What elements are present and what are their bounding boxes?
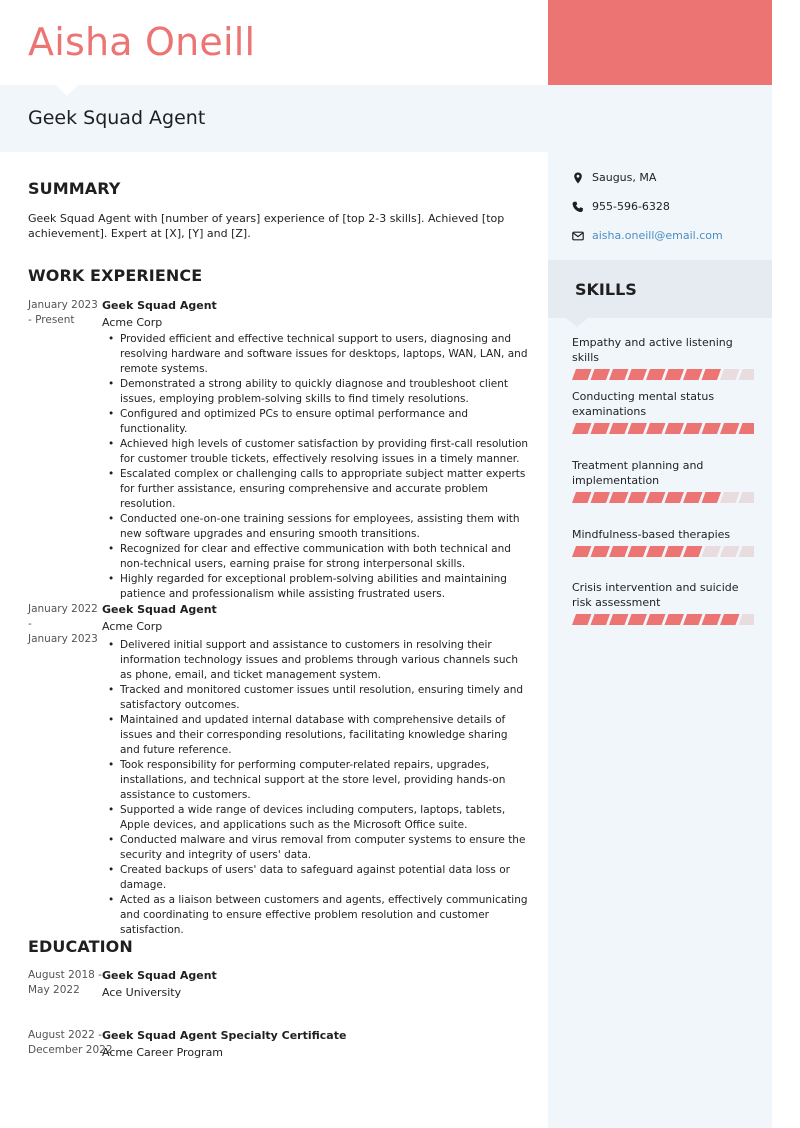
skill-segment-filled <box>646 614 666 625</box>
bullet-item: • Escalated complex or challenging calls to appropriate subject matter experts for further assistance, ensuring comprehensive and accurate problem resolution. <box>120 467 530 512</box>
skill-segment-empty <box>720 492 740 503</box>
skill-segment-filled <box>683 614 703 625</box>
title-notch <box>56 85 78 96</box>
bullet-item: • Conducted malware and virus removal from computer systems to ensure the security and integrity of users' data. <box>120 833 530 863</box>
education-heading: EDUCATION <box>28 937 133 956</box>
skill-segment-filled <box>628 614 648 625</box>
work-entry-date: January 2023 - Present <box>28 299 98 326</box>
skill-item <box>572 527 754 558</box>
skill-segment-filled <box>683 546 703 557</box>
skill-segment-empty <box>739 369 755 380</box>
contact-phone <box>572 200 670 213</box>
email-link[interactable]: aisha.oneill@email.com <box>592 229 723 242</box>
bullet-item: • Tracked and monitored customer issues until resolution, ensuring timely and satisfactory outcomes. <box>120 683 530 713</box>
bullet-item: • Provided efficient and effective technical support to users, diagnosing and resolving hardware and software issues for desktops, laptops, WAN, LAN, and remote systems. <box>120 332 530 377</box>
skill-segment-filled <box>591 423 611 434</box>
skill-level-bar <box>572 369 754 381</box>
bullet-item: • Configured and optimized PCs to ensure optimal performance and functionality. <box>120 407 530 437</box>
work-entry-role: Geek Squad Agent <box>102 603 217 616</box>
job-title: Geek Squad Agent <box>28 107 206 129</box>
work-entry-bullets <box>120 638 530 938</box>
work-entry-company: Acme Corp <box>102 620 163 633</box>
envelope-icon <box>572 230 584 242</box>
skill-segment-empty <box>702 546 722 557</box>
skill-segment-filled <box>628 546 648 557</box>
work-entry-date: January 2022 - January 2023 <box>28 603 98 645</box>
skill-segment-empty <box>739 492 755 503</box>
bullet-item: • Delivered initial support and assistance to customers in resolving their information technology issues and problems through various channels such as phone, email, and ticket management system. <box>120 638 530 683</box>
education-entry-degree: Geek Squad Agent Specialty Certificate <box>102 1029 347 1042</box>
work-entry-bullets <box>120 332 530 602</box>
skill-segment-filled <box>591 492 611 503</box>
skill-segment-filled <box>683 492 703 503</box>
skill-segment-filled <box>665 369 685 380</box>
skill-segment-filled <box>628 492 648 503</box>
education-entry-date: August 2022 - December 2022 <box>28 1029 113 1056</box>
skill-segment-filled <box>609 492 629 503</box>
skill-segment-filled <box>683 423 703 434</box>
skill-segment-filled <box>572 423 592 434</box>
skill-segment-filled <box>572 492 592 503</box>
page-right-margin <box>772 0 800 1128</box>
skill-segment-filled <box>665 614 685 625</box>
skill-segment-filled <box>572 369 592 380</box>
skill-segment-filled <box>591 614 611 625</box>
skill-segment-filled <box>702 492 722 503</box>
phone-text: 955-596-6328 <box>592 200 670 213</box>
bullet-item: • Conducted one-on-one training sessions for employees, assisting them with new software upgrades and ensuring smooth transitions. <box>120 512 530 542</box>
skill-segment-filled <box>720 614 740 625</box>
bullet-item: • Took responsibility for performing computer-related repairs, upgrades, installations, and technical support at the store level, providing hands-on assistance to customers. <box>120 758 530 803</box>
education-entry-date: August 2018 - May 2022 <box>28 969 102 996</box>
bullet-item: • Maintained and updated internal database with comprehensive details of issues and their corresponding resolutions, facilitating knowledge sharing and future reference. <box>120 713 530 758</box>
skill-segment-filled <box>720 423 740 434</box>
contact-location <box>572 171 656 184</box>
skill-name: Empathy and active listening skills <box>572 336 733 364</box>
work-entry-company: Acme Corp <box>102 316 163 329</box>
bullet-item: • Achieved high levels of customer satisfaction by providing first-call resolution for customer trouble tickets, effectively resolving issues in a timely manner. <box>120 437 530 467</box>
education-entry-school: Ace University <box>102 986 182 999</box>
skill-level-bar <box>572 614 754 626</box>
skills-notch <box>566 318 588 327</box>
skill-item <box>572 335 754 381</box>
summary-text: Geek Squad Agent with [number of years] experience of [top 2-3 skills]. Achieved [top achievement]. Expert at [X], [Y] and [Z]. <box>28 212 505 240</box>
map-pin-icon <box>572 172 584 184</box>
skill-segment-filled <box>646 369 666 380</box>
skill-name: Crisis intervention and suicide risk assessment <box>572 581 739 609</box>
summary-heading: SUMMARY <box>28 179 121 198</box>
skill-segment-filled <box>665 423 685 434</box>
skill-segment-filled <box>572 614 592 625</box>
skill-item <box>572 580 754 626</box>
skill-segment-filled <box>591 369 611 380</box>
skill-segment-filled <box>609 614 629 625</box>
header-accent-block <box>548 0 772 85</box>
education-entry-school: Acme Career Program <box>102 1046 224 1059</box>
bullet-item: • Recognized for clear and effective communication with both technical and non-technical users, earning praise for strong interpersonal skills. <box>120 542 530 572</box>
skill-segment-filled <box>628 423 648 434</box>
candidate-name: Aisha Oneill <box>28 20 256 64</box>
bullet-item: • Highly regarded for exceptional problem-solving abilities and maintaining patience and professionalism while assisting frustrated users. <box>120 572 530 602</box>
skill-segment-filled <box>646 423 666 434</box>
skill-segment-filled <box>702 614 722 625</box>
skill-segment-filled <box>609 423 629 434</box>
skill-level-bar <box>572 492 754 504</box>
bullet-item: • Demonstrated a strong ability to quickly diagnose and troubleshoot client issues, employing problem-solving skills to find timely resolutions. <box>120 377 530 407</box>
work-entry-role: Geek Squad Agent <box>102 299 217 312</box>
skill-item <box>572 458 754 504</box>
skill-name: Treatment planning and implementation <box>572 459 704 487</box>
skill-segment-empty <box>739 614 755 625</box>
skill-segment-empty <box>720 546 740 557</box>
skill-name: Conducting mental status examinations <box>572 390 715 418</box>
skill-segment-filled <box>739 423 755 434</box>
skill-level-bar <box>572 546 754 558</box>
work-experience-heading: WORK EXPERIENCE <box>28 266 203 285</box>
skill-segment-filled <box>609 546 629 557</box>
skill-segment-empty <box>720 369 740 380</box>
skill-item <box>572 389 754 435</box>
phone-icon <box>572 201 584 213</box>
bullet-item: • Acted as a liaison between customers and agents, effectively communicating and coordinating to ensure effective problem resolution and customer satisfaction. <box>120 893 530 938</box>
skill-segment-filled <box>702 369 722 380</box>
education-entry-degree: Geek Squad Agent <box>102 969 217 982</box>
skill-segment-filled <box>646 492 666 503</box>
skill-level-bar <box>572 423 754 435</box>
skill-segment-filled <box>609 369 629 380</box>
skill-segment-filled <box>665 546 685 557</box>
skill-segment-filled <box>683 369 703 380</box>
skill-name: Mindfulness-based therapies <box>572 528 731 541</box>
skill-segment-filled <box>572 546 592 557</box>
skill-segment-filled <box>646 546 666 557</box>
location-text: Saugus, MA <box>592 171 657 184</box>
skills-heading: SKILLS <box>575 280 637 299</box>
skill-segment-filled <box>591 546 611 557</box>
bullet-item: • Created backups of users' data to safeguard against potential data loss or damage. <box>120 863 530 893</box>
skill-segment-filled <box>665 492 685 503</box>
skill-segment-filled <box>628 369 648 380</box>
contact-email[interactable] <box>572 229 723 242</box>
bullet-item: • Supported a wide range of devices including computers, laptops, tablets, Apple devices, and applications such as the Microsoft Office suite. <box>120 803 530 833</box>
skill-segment-filled <box>702 423 722 434</box>
skill-segment-empty <box>739 546 755 557</box>
